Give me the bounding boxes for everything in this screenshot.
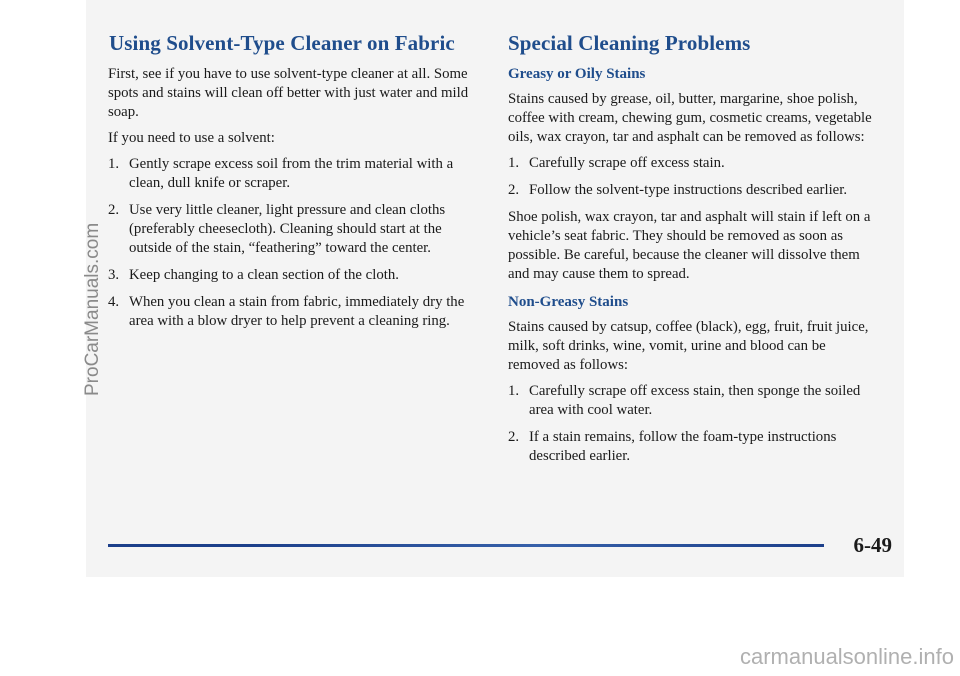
step-number: 2.	[508, 429, 520, 445]
list-item	[108, 266, 480, 285]
solvent-lead-paragraph: If you need to use a solvent:	[108, 130, 275, 146]
footer-watermark: carmanualsonline.info	[739, 644, 954, 669]
list-item	[108, 201, 480, 258]
step-text: When you clean a stain from fabric, immediately dry the area with a blow dryer to help prevent a cleaning ring.	[129, 294, 465, 329]
left-column	[108, 31, 480, 339]
side-watermark: ProCarManuals.com	[82, 222, 103, 396]
step-number: 2.	[508, 182, 520, 198]
solvent-cleaner-heading: Using Solvent-Type Cleaner on Fabric	[109, 31, 455, 55]
non-greasy-steps-list	[508, 382, 878, 466]
greasy-note-paragraph: Shoe polish, wax crayon, tar and asphalt will stain if left on a vehicle’s seat fabric. They should be removed as soon as possible. Be careful, because the cleaner will dissolve them and may cause them to spread.	[508, 209, 871, 282]
greasy-stains-subheading: Greasy or Oily Stains	[508, 66, 646, 82]
step-text: Use very little cleaner, light pressure and clean cloths (preferably cheesecloth). Cleaning should start at the outside of the stain, “feathering” toward the center.	[129, 202, 446, 256]
list-item	[508, 181, 878, 200]
step-number: 1.	[508, 383, 520, 399]
step-text: Carefully scrape off excess stain.	[529, 155, 725, 171]
page-number: 6-49	[853, 533, 892, 557]
solvent-intro-paragraph: First, see if you have to use solvent-type cleaner at all. Some spots and stains will clean off better with just water and mild soap.	[108, 66, 469, 120]
step-number: 1.	[108, 156, 120, 172]
list-item	[108, 293, 480, 331]
list-item	[508, 154, 878, 173]
step-number: 3.	[108, 267, 120, 283]
footer-rule	[108, 544, 824, 547]
solvent-steps-list	[108, 155, 480, 331]
special-cleaning-heading: Special Cleaning Problems	[508, 31, 751, 55]
step-text: Keep changing to a clean section of the cloth.	[129, 267, 399, 283]
step-number: 4.	[108, 294, 120, 310]
right-column	[508, 31, 878, 474]
non-greasy-intro-paragraph: Stains caused by catsup, coffee (black), egg, fruit, fruit juice, milk, soft drinks, wine, vomit, urine and blood can be removed as follows:	[508, 319, 869, 373]
step-text: Carefully scrape off excess stain, then sponge the soiled area with cool water.	[529, 383, 861, 418]
greasy-intro-paragraph: Stains caused by grease, oil, butter, margarine, shoe polish, coffee with cream, chewing gum, cosmetic creams, vegetable oils, wax crayon, tar and asphalt can be removed as follows:	[508, 91, 872, 145]
non-greasy-stains-subheading: Non-Greasy Stains	[508, 294, 629, 310]
step-text: Gently scrape excess soil from the trim material with a clean, dull knife or scraper.	[129, 156, 454, 191]
list-item	[508, 382, 878, 420]
step-number: 1.	[508, 155, 520, 171]
step-number: 2.	[108, 202, 120, 218]
list-item	[108, 155, 480, 193]
list-item	[508, 428, 878, 466]
step-text: Follow the solvent-type instructions described earlier.	[529, 182, 848, 198]
greasy-steps-list	[508, 154, 878, 200]
step-text: If a stain remains, follow the foam-type instructions described earlier.	[529, 429, 837, 464]
